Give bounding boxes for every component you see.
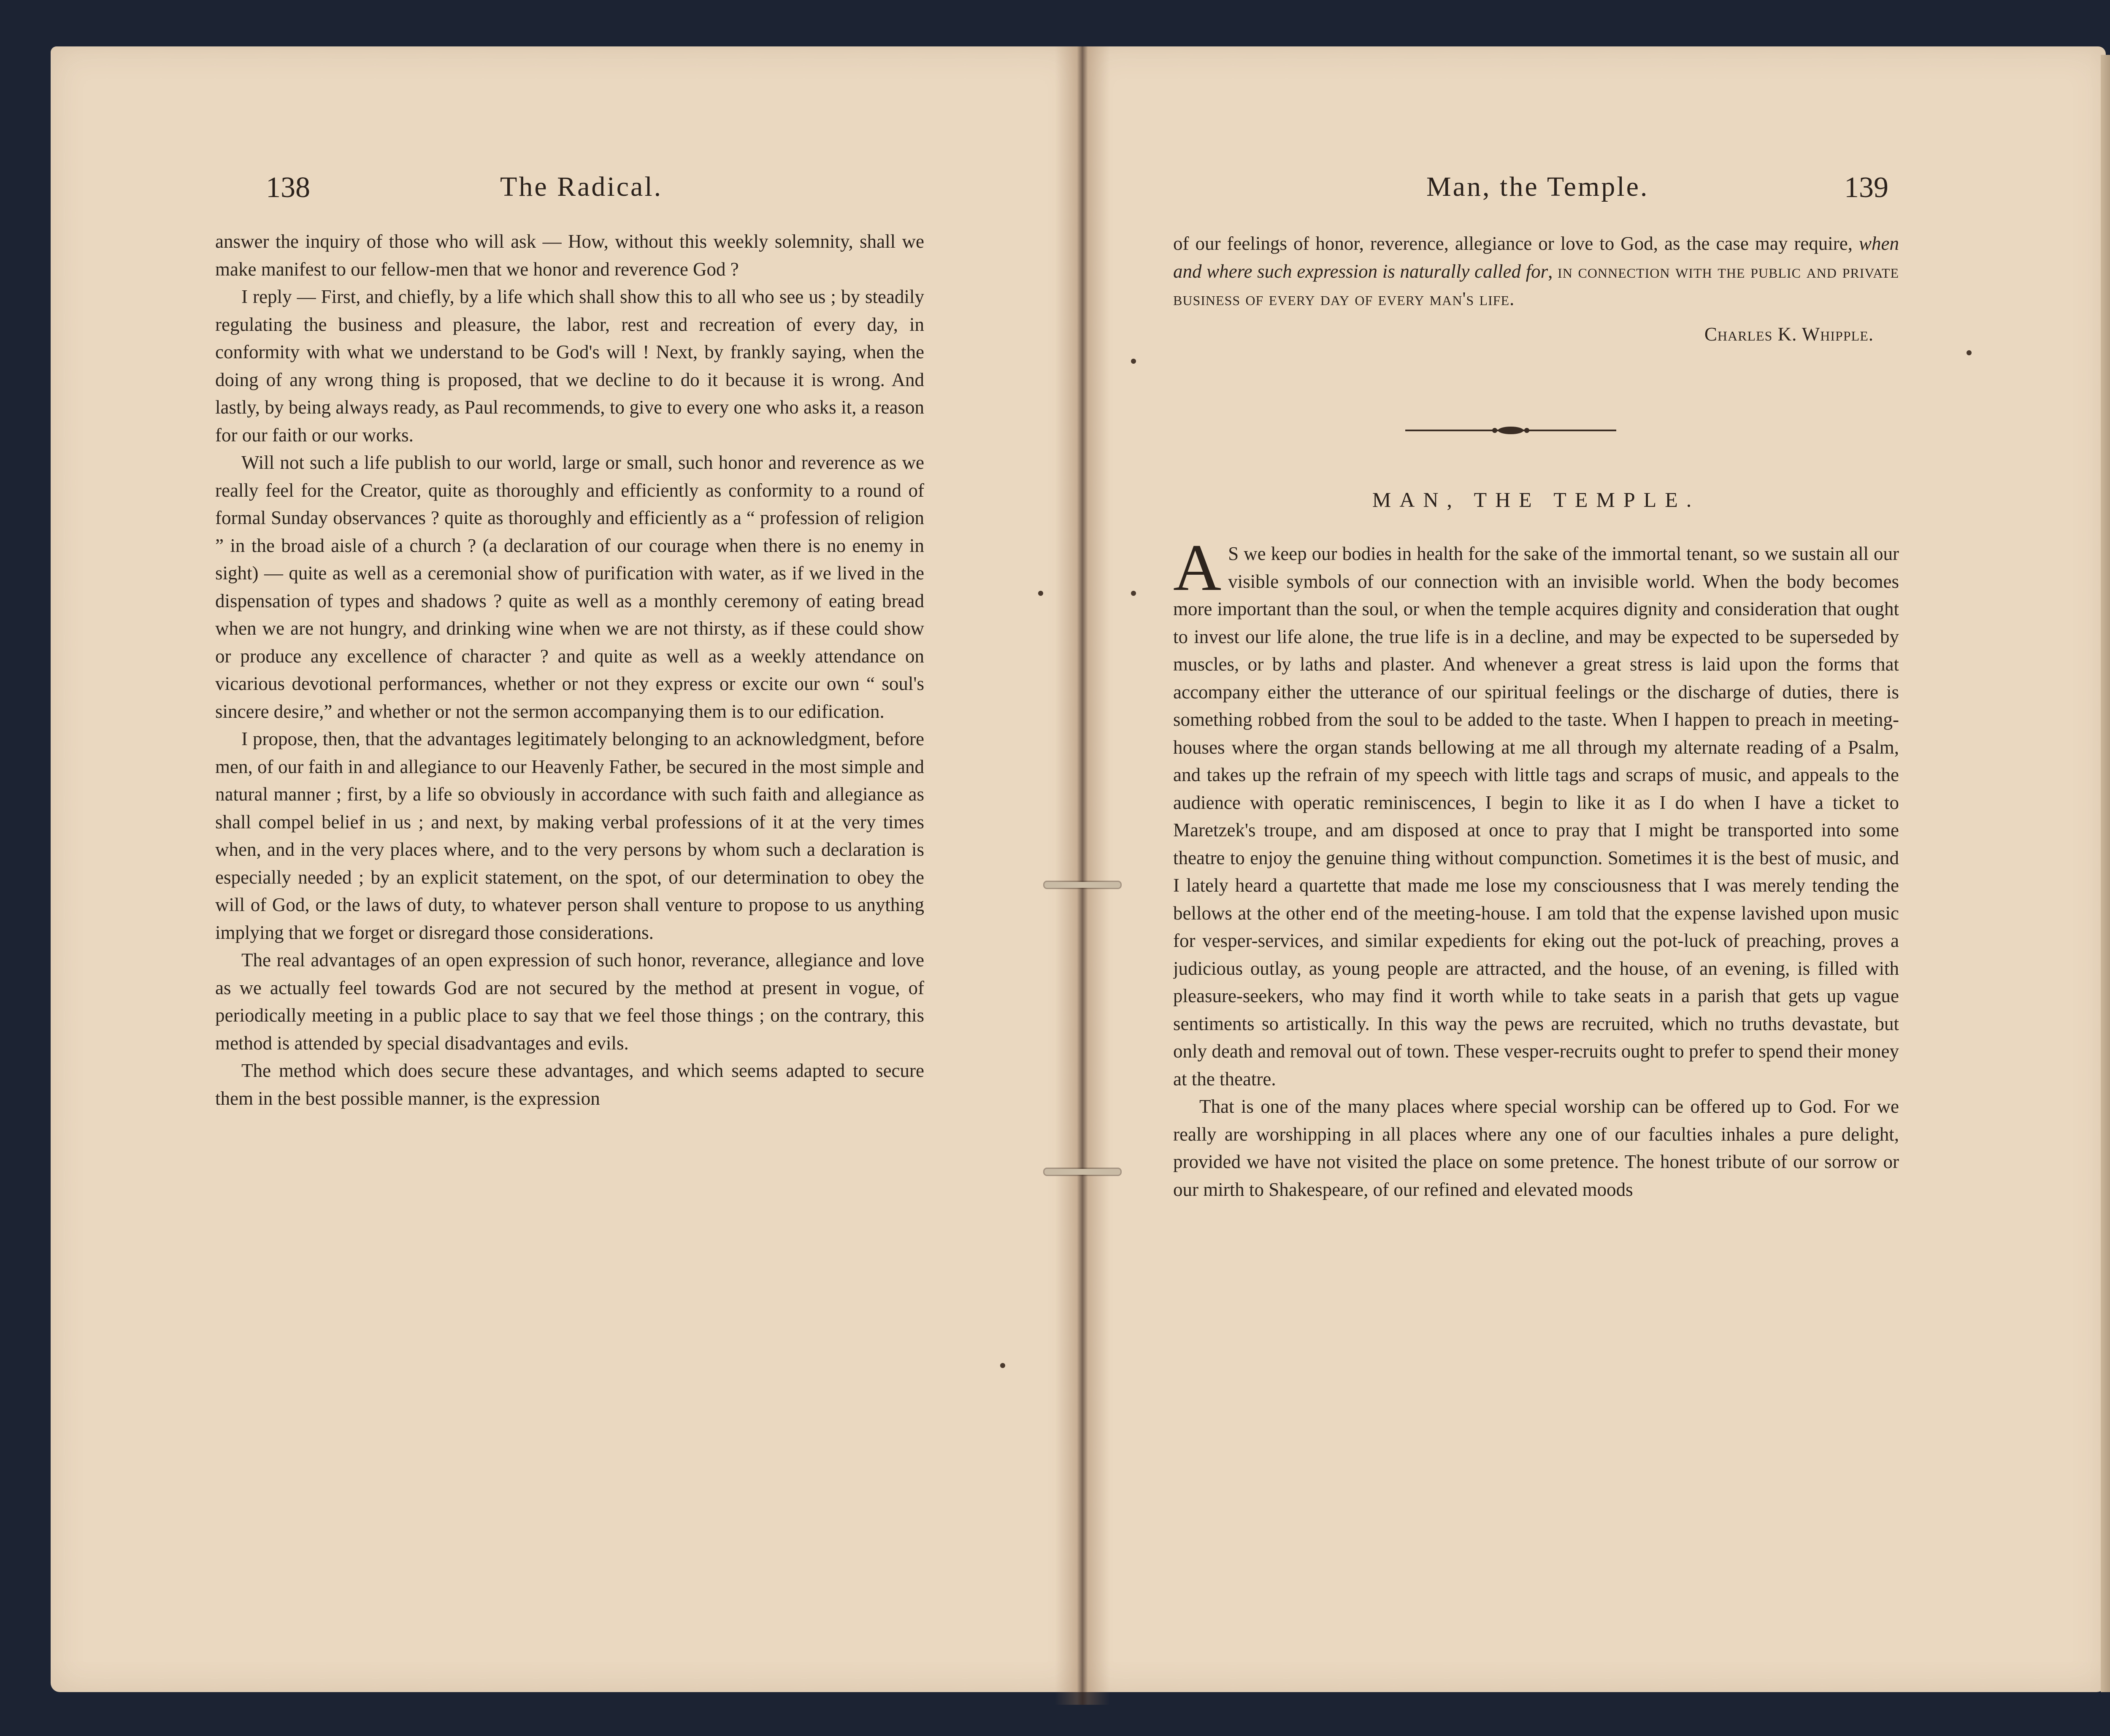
paragraph: The method which does secure these advantages, and which seems adapted to secure them in the best possible manner, is the expression <box>215 1060 924 1109</box>
left-running-head: The Radical. <box>500 171 663 202</box>
paragraph: I reply — First, and chiefly, by a life which shall show this to all who see us ; by steadily regulating the business and pleasure, the labor, rest and recreation of every day, in conformity with what we understand to be God's will ! Next, by frankly saying, when the doing of any wrong thing is proposed, that we decline to do it because it is wrong. And lastly, by being always ready, as Paul recommends, to give to every one who asks it, a reason for our faith or our works. <box>215 286 924 446</box>
page-edges <box>2101 55 2110 1692</box>
book-gutter <box>1055 46 1110 1705</box>
left-folio: 138 <box>266 171 310 204</box>
binding-stitch-lower <box>1044 1169 1120 1175</box>
paper-speck <box>1967 350 1972 355</box>
article-ending <box>1173 230 1899 348</box>
binding-stitch-upper <box>1044 882 1120 888</box>
section-divider-ornament <box>1405 422 1616 439</box>
drop-cap: A <box>1173 540 1222 605</box>
right-folio: 139 <box>1844 171 1888 204</box>
continuation-comma: , <box>1548 260 1558 282</box>
italic-phrase: when and where such expression is naturally called for <box>1173 233 1899 282</box>
right-running-head: Man, the Temple. <box>1426 171 1649 202</box>
paragraph: That is one of the many places where special worship can be offered up to God. For we really are worshipping in all places where any one of our faculties inhales a pure delight, provided we have not visited the place on some pretence. The honest tribute of our sorrow or our mirth to Shakespeare, of our refined and elevated moods <box>1173 1096 1899 1200</box>
paper-speck <box>1131 591 1136 596</box>
left-text-column <box>215 228 924 1452</box>
author-signature: Charles K. Whipple. <box>1704 323 1874 345</box>
paragraph <box>1173 540 1899 1093</box>
paragraph-text: S we keep our bodies in health for the sake of the immortal tenant, so we sustain all our visible symbols of our connection with an invisible world. When the body becomes more important than the soul, or when the temple acquires dignity and consideration that ought to invest our life alone, the true life is in a decline, and may be expected to be superseded by muscles, or by laths and plaster. And whenever a great stress is laid upon the forms that accompany either the utterance of our spiritual feelings or the discharge of duties, there is something robbed from the soul to be added to the taste. When I happen to preach in meeting-houses where the organ stands bellowing at me all through my alternate reading of a Psalm, and takes up the refrain of my speech with little tags and scraps of music, and appeals to the audience with operatic reminiscences, I begin to like it as I do when I have a ticket to Maretzek's troupe, and am disposed at once to pray that I might be transported into some theatre to enjoy the genuine thing without compunction. Sometimes it is the best of music, and I lately heard a quartette that made me lose my consciousness that I was merely tending the bellows at the other end of the meeting-house. I am told that the expense lavished upon music for vesper-services, and similar expedients for eking out the pot-luck of preaching, proves a judicious outlay, as young people are attracted, and the house, of an evening, is filled with pleasure-seekers, who may find it worth while to take seats in a parish that gets up vague sentiments so artistically. In this way the pews are recruited, which no truths devastate, but only death and removal out of town. These vesper-recruits ought to prefer to spend their money at the theatre. <box>1173 543 1899 1090</box>
right-text-column <box>1173 540 1899 1443</box>
paragraph: I propose, then, that the advantages legitimately belonging to an acknowledgment, before men, of our faith in and allegiance to our Heavenly Father, be secured in the most simple and natural manner ; first, by a life so obviously in accordance with such faith and allegiance as shall compel belief in us ; and next, by making verbal professions of it at the very times when, and in the very places where, and to the very persons by whom such a declaration is especially needed ; by an explicit statement, on the spot, of our determination to obey the will of God, or the laws of duty, to whatever person shall venture to propose to us anything implying that we forget or disregard those considerations. <box>215 728 924 943</box>
paragraph: answer the inquiry of those who will ask — How, without this weekly solemnity, shall we make manifest to our fellow-men that we honor and reverence God ? <box>215 231 924 280</box>
continuation-text: of our feelings of honor, reverence, allegiance or love to God, as the case may require, <box>1173 233 1859 254</box>
paragraph: The real advantages of an open expression of such honor, reverance, allegiance and love as we actually feel towards God are not secured by the method at present in vogue, of periodically meeting in a public place to say that we feel those things ; on the contrary, this method is attended by special disadvantages and evils. <box>215 949 924 1054</box>
paragraph: Will not such a life publish to our world, large or small, such honor and reverence as we really feel for the Creator, quite as thoroughly and efficiently as conformity to a round of formal Sunday observances ? quite as thoroughly and efficiently as a “ profession of religion ” in the broad aisle of a church ? (a declaration of our courage when there is no enemy in sight) — quite as well as a ceremonial show of purification with water, as if we lived in the dispensation of types and shadows ? quite as well as a monthly ceremony of eating bread when we are not hungry, and drinking wine when we are not thirsty, as if these could show or produce any excellence of character ? and quite as well as a weekly attendance on vicarious devotional performances, whether or not they express or excite our own “ soul's sincere desire,” and whether or not the sermon accompanying them is to our edification. <box>215 452 924 722</box>
paper-speck <box>1131 359 1136 364</box>
paper-speck <box>1038 591 1043 596</box>
small-caps-phrase: in connection with the public and private business of every day of every man's life. <box>1173 260 1899 309</box>
article-title: MAN, THE TEMPLE. <box>1372 488 1700 511</box>
continuation-paragraph <box>1173 230 1899 313</box>
paper-speck <box>1000 1363 1005 1368</box>
